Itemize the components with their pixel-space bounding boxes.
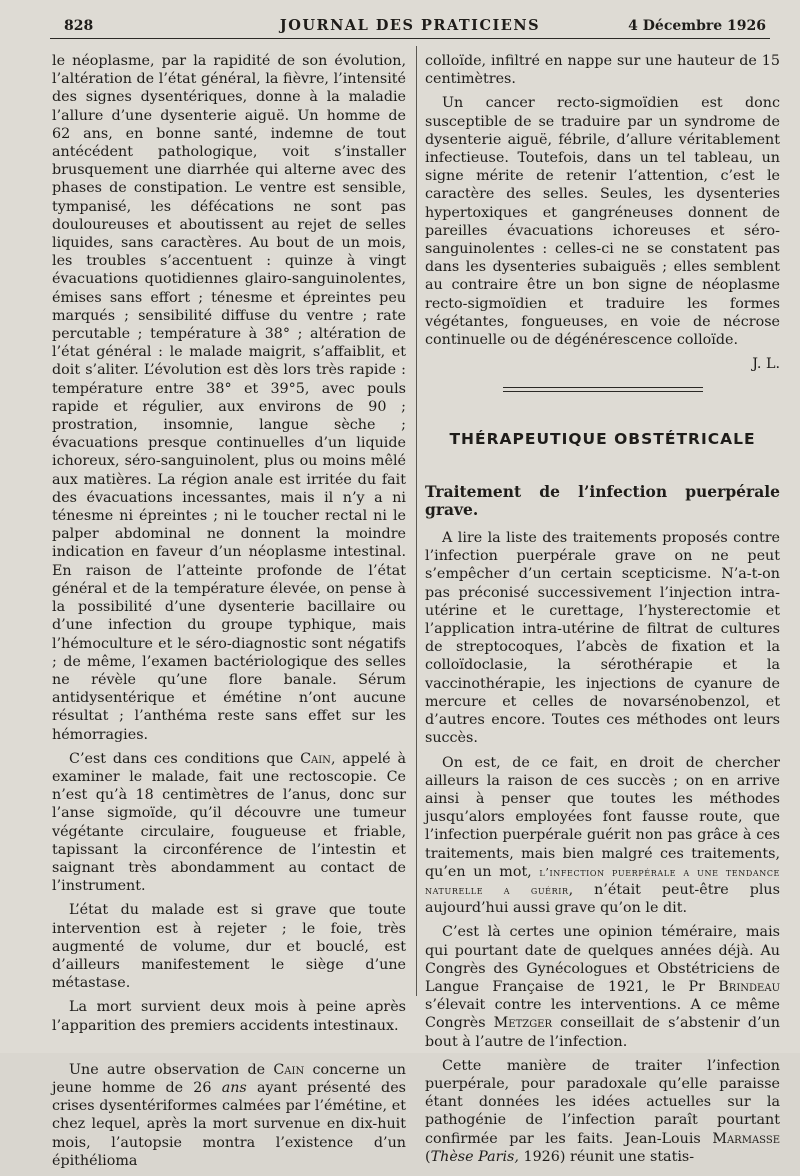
right-column <box>425 52 780 1172</box>
right-paragraph-2: Un cancer recto-sigmoïdien est donc susceptible de se traduire par un syndrome de dysenterie aiguë, fébrile, d’allure véritablement infectieuse. Toutefois, dans un tel tableau, un signe mérite de retenir l’attention, c’est le caractère des selles. Seules, les dysenteries hypertoxiques et gangréneuses donnent de pareilles évacuations ichoreuses et séro-sanguinolentes : celles-ci ne se constatent pas dans les dysenteries subaiguës ; elles semblent au contraire être un bon signe de néoplasme recto-sigmoïdien et traduire les formes végétantes, fongueuses, en voie de nécrose continuelle ou de dégénérescence colloïde. <box>425 95 780 349</box>
author-name: Marmasse <box>712 1130 780 1147</box>
left-column <box>52 52 406 1176</box>
author-name: Cain <box>300 750 331 767</box>
issue-date: 4 Décembre 1926 <box>628 18 766 34</box>
author-name: Metzger <box>493 1015 553 1032</box>
left-paragraph-3: L’état du malade est si grave que toute intervention est à rejeter ; le foie, très augmenté de volume, dur et bouclé, est d’ailleurs manifestement le siège d’une métastase. <box>52 902 406 992</box>
right-paragraph-6: Cette manière de traiter l’infection puerpérale, pour paradoxale qu’elle paraisse étant données les idées actuelles sur la pathogénie de l’infection paraît pourtant confirmée par les faits. Jean-Louis Marmasse (Thèse Paris, 1926) réunit une statis- <box>425 1057 780 1165</box>
right-paragraph-5: C’est là certes une opinion téméraire, mais qui pourtant date de quelques années déjà. Au Congrès des Gynécologues et Obstétriciens de Langue Française de 1921, le Pr Brindeau s’élevait contre les interventions. A ce même Congrès Metzger conseillait de s’abstenir d’un bout à l’autre de l’infection. <box>425 924 780 1050</box>
column-divider <box>416 46 417 996</box>
right-paragraph-4: On est, de ce fait, en droit de chercher ailleurs la raison de ces succès ; on en arrive ainsi à penser que toutes les méthodes jusqu’alors employées font fausse route, que l’infection puerpérale guérit non pas grâce à ces traitements, mais bien malgré ces traitements, qu’en un mot, l’infection puerpérale a une tendance naturelle a guérir, n’était peut-être plus aujourd’hui aussi grave qu’on le dit. <box>425 754 780 917</box>
thesis-reference: Thèse Paris, <box>430 1148 519 1165</box>
left-paragraph-1: le néoplasme, par la rapidité de son évolution, l’altération de l’état général, la fièvre, l’intensité des signes dysentériques, donne à la maladie l’allure d’une dysenterie aiguë. Un homme de 62 ans, en bonne santé, indemne de tout antécédent pathologique, voit s’installer brusquement une diarrhée qui alterne avec des phases de constipation. Le ventre est sensible, tympanisé, les défécations ne sont pas douloureuses et aboutissent au rejet de selles liquides, sans caractères. Au bout de un mois, les troubles s’accentuent : quinze à vingt évacuations quotidiennes glairo-sanguinolentes, émises sans effort ; ténesme et épreintes peu marqués ; sensibilité diffuse du ventre ; rate percutable ; température à 38° ; altération de l’état général : le malade maigrit, s’affaiblit, et doit s’aliter. L’évolution est dès lors très rapide : température entre 38° et 39°5, avec pouls rapide et régulier, aux environs de 90 ; prostration, insomnie, langue sèche ; évacuations presque continuelles d’un liquide ichoreux, séro-sanguinolent, plus ou moins mêlé aux matières. La région anale est irritée du fait des évacuations incessantes, mais il n’y a ni ténesme ni épreintes ; ni le toucher rectal ni le palper abdominal ne donnent la moindre indication en faveur d’un néoplasme intestinal. En raison de l’atteinte profonde de l’état général et de la température élevée, on pense à la possibilité d’une dysenterie bacillaire ou d’une infection du groupe typhique, mais l’hémoculture et le séro-diagnostic sont négatifs ; de même, l’examen bactériologique des selles ne révèle qu’une flore banale. Sérum antidysentérique et émétine n’ont aucune résultat ; l’anthéma reste sans effet sur les hémorragies. <box>52 53 406 743</box>
signature: J. L. <box>752 356 780 373</box>
journal-title: JOURNAL DES PRATICIENS <box>279 17 541 34</box>
page-header <box>50 16 770 39</box>
right-paragraph-1: colloïde, infiltré en nappe sur une hauteur de 15 centimètres. <box>425 53 780 88</box>
left-paragraph-2: C’est dans ces conditions que Cain, appelé à examiner le malade, fait une rectoscopie. Ce n’est qu’à 18 centimètres de l’anus, donc sur l’anse sigmoïde, qu’il découvre une tumeur végétante circulaire, fougueuse et friable, tapissant la circonférence de l’intestin et saignant très abondamment au contact de l’instrument. <box>52 750 406 895</box>
article-title: Traitement de l’infection puerpérale grave. <box>425 481 780 519</box>
author-name: Cain <box>273 1061 305 1078</box>
author-name: Brindeau <box>718 978 780 995</box>
emphasis-caps: l’infection puerpérale a une tendance naturelle a guérir <box>425 864 780 897</box>
section-title: THÉRAPEUTIQUE OBSTÉTRICALE <box>449 430 756 449</box>
left-paragraph-4: La mort survient deux mois à peine après l’apparition des premiers accidents intestinaux. <box>52 999 406 1034</box>
left-paragraph-5: Une autre observation de Cain concerne un jeune homme de 26 ans ayant présenté des crises dysentériformes calmées par l’émétine, et chez lequel, après la mort survenue en dix-huit mois, l’autopsie montra l’existence d’un épithélioma <box>52 1061 406 1169</box>
section-separator <box>503 387 703 392</box>
right-paragraph-3: A lire la liste des traitements proposés contre l’infection puerpérale grave on ne peut s’empêcher d’un certain scepticisme. N’a-t-on pas préconisé successivement l’injection intra-utérine et le curettage, l’hysterectomie et l’application intra-utérine de filtrat de cultures de streptocoques, l’abcès de fixation et la colloïdoclasie, la sérothérapie et la vaccinothérapie, les injections de cyanure de mercure et celles de novarsénobenzol, et d’autres encore. Toutes ces méthodes ont leurs succès. <box>425 530 780 747</box>
page-number: 828 <box>64 18 94 34</box>
